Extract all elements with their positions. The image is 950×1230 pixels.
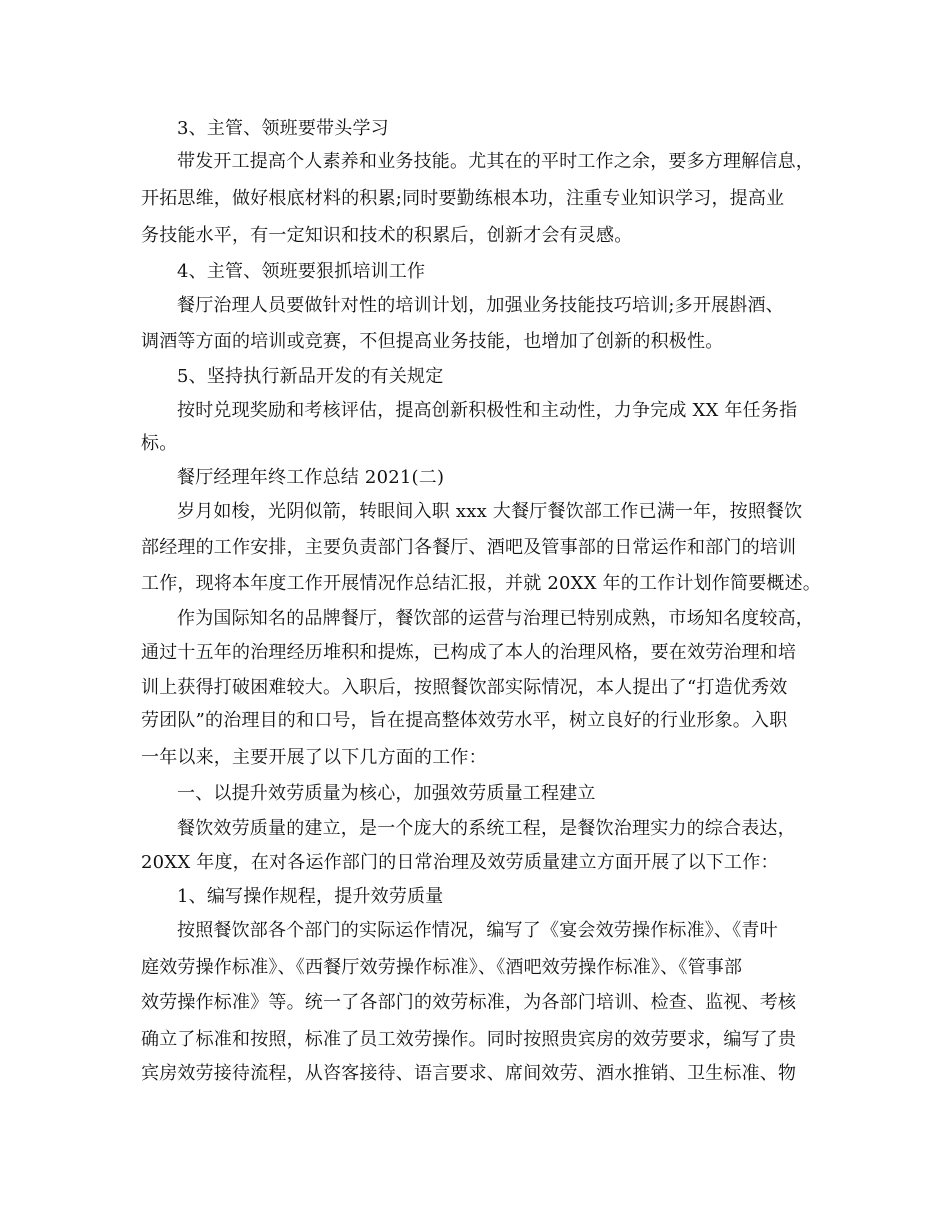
paragraph-line: 带发开工提高个人素养和业务技能。尤其在的平时工作之余，要多方理解信息， xyxy=(177,151,814,172)
paragraph-line: 20XX 年度，在对各运作部门的日常治理及效劳质量建立方面开展了以下工作： xyxy=(141,852,779,873)
paragraph-line: 标。 xyxy=(141,433,178,454)
paragraph-line: 工作，现将本年度工作开展情况作总结汇报，并就 20XX 年的工作计划作简要概述。 xyxy=(141,573,821,594)
paragraph-line: 餐饮效劳质量的建立，是一个庞大的系统工程，是餐饮治理实力的综合表达， xyxy=(177,818,796,839)
paragraph-line: 调酒等方面的培训或竞赛，不但提高业务技能，也增加了创新的积极性。 xyxy=(141,331,724,352)
paragraph-line: 按照餐饮部各个部门的实际运作情况，编写了《宴会效劳操作标准》、《青叶 xyxy=(177,920,778,941)
paragraph-line: 劳团队”的治理目的和口号，旨在提高整体效劳水平，树立良好的行业形象。入职 xyxy=(141,710,788,731)
list-heading-4: 4、主管、领班要狠抓培训工作 xyxy=(177,261,426,282)
paragraph-line: 确立了标准和按照，标准了员工效劳操作。同时按照贵宾房的效劳要求，编写了贵 xyxy=(141,1029,797,1050)
paragraph-line: 作为国际知名的品牌餐厅，餐饮部的运营与治理已特别成熟，市场知名度较高， xyxy=(177,608,814,629)
paragraph-line: 部经理的工作安排，主要负责部门各餐厅、酒吧及管事部的日常运作和部门的培训 xyxy=(141,537,797,558)
paragraph-line: 宾房效劳接待流程，从咨客接待、语言要求、席间效劳、酒水推销、卫生标准、物 xyxy=(141,1063,797,1084)
paragraph-line: 效劳操作标准》等。统一了各部门的效劳标准，为各部门培训、检查、监视、考核 xyxy=(141,992,797,1013)
subsection-heading: 1、编写操作规程，提升效劳质量 xyxy=(177,886,444,907)
paragraph-line: 餐厅治理人员要做针对性的培训计划，加强业务技能技巧培训;多开展斟酒、 xyxy=(177,295,784,316)
section-title: 餐厅经理年终工作总结 2021(二) xyxy=(177,467,445,488)
paragraph-line: 岁月如梭，光阴似箭，转眼间入职 xxx 大餐厅餐饮部工作已满一年，按照餐饮 xyxy=(177,501,803,522)
list-heading-3: 3、主管、领班要带头学习 xyxy=(177,118,389,139)
paragraph-line: 按时兑现奖励和考核评估，提高创新积极性和主动性，力争完成 XX 年任务指 xyxy=(177,400,798,421)
paragraph-line: 庭效劳操作标准》、《西餐厅效劳操作标准》、《酒吧效劳操作标准》、《管事部 xyxy=(141,957,743,978)
paragraph-line: 一年以来，主要开展了以下几方面的工作： xyxy=(141,747,487,768)
paragraph-line: 通过十五年的治理经历堆积和提炼，已构成了本人的治理风格，要在效劳治理和培 xyxy=(141,642,797,663)
paragraph-line: 训上获得打破困难较大。入职后，按照餐饮部实际情况，本人提出了“打造优秀效 xyxy=(141,677,788,698)
paragraph-line: 务技能水平，有一定知识和技术的积累后，创新才会有灵感。 xyxy=(141,225,633,246)
paragraph-line: 开拓思维，做好根底材料的积累;同时要勤练根本功，注重专业知识学习，提高业 xyxy=(141,188,785,209)
section-heading: 一、以提升效劳质量为核心，加强效劳质量工程建立 xyxy=(177,783,596,804)
list-heading-5: 5、坚持执行新品开发的有关规定 xyxy=(177,366,444,387)
